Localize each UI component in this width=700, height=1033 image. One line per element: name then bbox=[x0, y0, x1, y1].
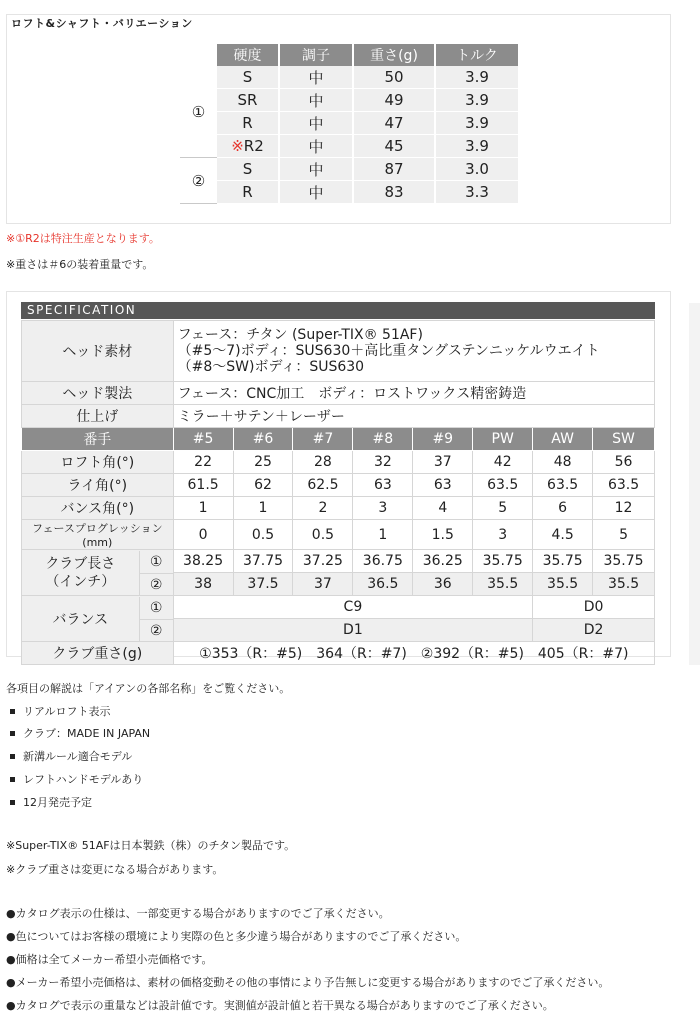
fp-cell: 4.5 bbox=[533, 520, 593, 550]
loft-cell: 28 bbox=[293, 451, 353, 474]
number-cell: #9 bbox=[413, 428, 473, 451]
lie-cell: 63 bbox=[353, 474, 413, 497]
loft-section-title: ロフト&シャフト・バリエーション bbox=[11, 17, 193, 30]
torque-cell: 3.9 bbox=[435, 112, 519, 135]
length-cell: 37.5 bbox=[233, 573, 293, 596]
notes-list bbox=[6, 678, 290, 814]
kick-cell: 中 bbox=[279, 135, 353, 158]
head-method-value: フェース：CNC加工 ボディ：ロストワックス精密鋳造 bbox=[173, 382, 654, 405]
length-cell: 35.75 bbox=[533, 550, 593, 573]
balance-1-sw: D0 bbox=[533, 596, 655, 619]
header-weight: 重さ(g) bbox=[353, 44, 435, 66]
head-material-label: ヘッド素材 bbox=[22, 321, 174, 382]
disclaimer-item: ●価格は全てメーカー希望小売価格です。 bbox=[6, 953, 213, 966]
length-cell: 35.5 bbox=[473, 573, 533, 596]
face-progression-label: フェースプログレッション(mm) bbox=[22, 520, 174, 550]
loft-cell: 48 bbox=[533, 451, 593, 474]
kick-cell: 中 bbox=[279, 158, 353, 181]
bounce-label: バンス角(°) bbox=[22, 497, 174, 520]
bounce-cell: 1 bbox=[233, 497, 293, 520]
special-order-mark: ※ bbox=[231, 137, 244, 155]
lie-cell: 63.5 bbox=[473, 474, 533, 497]
fp-cell: 3 bbox=[473, 520, 533, 550]
disclaimer-list bbox=[6, 902, 609, 1017]
length-cell: 35.5 bbox=[533, 573, 593, 596]
flex-cell: SR bbox=[217, 89, 279, 112]
group-mark-1: ① bbox=[180, 66, 217, 158]
flex-cell-r2: ※R2 bbox=[217, 135, 279, 158]
torque-cell: 3.9 bbox=[435, 66, 519, 89]
loft-shaft-table bbox=[180, 44, 520, 204]
fp-cell: 1.5 bbox=[413, 520, 473, 550]
fp-cell: 0 bbox=[173, 520, 233, 550]
bounce-cell: 2 bbox=[293, 497, 353, 520]
flex-cell: R bbox=[217, 181, 279, 204]
bounce-cell: 4 bbox=[413, 497, 473, 520]
weight-cell: 49 bbox=[353, 89, 435, 112]
club-weight-value: ①353（R：#5) 364（R：#7) ②392（R：#5) 405（R：#7) bbox=[173, 642, 654, 665]
length-cell: 37.75 bbox=[233, 550, 293, 573]
length-cell: 36.75 bbox=[353, 550, 413, 573]
flex-cell: R bbox=[217, 112, 279, 135]
number-cell: #6 bbox=[233, 428, 293, 451]
loft-cell: 56 bbox=[593, 451, 655, 474]
fp-cell: 5 bbox=[593, 520, 655, 550]
weight-cell: 87 bbox=[353, 158, 435, 181]
lie-cell: 63.5 bbox=[593, 474, 655, 497]
loft-cell: 37 bbox=[413, 451, 473, 474]
head-material-value: フェース：チタン (Super-TIX® 51AF) （#5～7)ボディ：SUS630＋高比重タングステンニッケルウエイト （#8～SW)ボディ：SUS630 bbox=[173, 321, 654, 382]
number-cell: #5 bbox=[173, 428, 233, 451]
finish-value: ミラー＋サテン＋レーザー bbox=[173, 405, 654, 428]
lie-cell: 62 bbox=[233, 474, 293, 497]
weight-cell: 47 bbox=[353, 112, 435, 135]
number-cell: #8 bbox=[353, 428, 413, 451]
asterisk-note: ※クラブ重さは変更になる場合があります。 bbox=[6, 862, 224, 876]
flex-cell: S bbox=[217, 158, 279, 181]
weight-cell: 83 bbox=[353, 181, 435, 204]
disclaimer-item: ●色についてはお客様の環境により実際の色と多少違う場合がありますのでご了承ください。 bbox=[6, 930, 467, 943]
torque-cell: 3.9 bbox=[435, 135, 519, 158]
asterisk-notes bbox=[6, 834, 295, 881]
length-label: クラブ長さ （インチ） ① ② bbox=[22, 550, 174, 596]
lie-cell: 62.5 bbox=[293, 474, 353, 497]
list-item: 12月発売予定 bbox=[6, 792, 290, 815]
number-cell: SW bbox=[593, 428, 655, 451]
loft-cell: 42 bbox=[473, 451, 533, 474]
number-cell: AW bbox=[533, 428, 593, 451]
bounce-cell: 6 bbox=[533, 497, 593, 520]
list-item: クラブ：MADE IN JAPAN bbox=[6, 723, 290, 746]
spec-table bbox=[21, 320, 655, 665]
flex-cell: S bbox=[217, 66, 279, 89]
number-cell: #7 bbox=[293, 428, 353, 451]
length-cell: 37 bbox=[293, 573, 353, 596]
side-scroll-region bbox=[689, 303, 700, 665]
bounce-cell: 1 bbox=[173, 497, 233, 520]
list-item: 新溝ルール適合モデル bbox=[6, 746, 290, 769]
club-weight-label: クラブ重さ(g) bbox=[22, 642, 174, 665]
header-kick: 調子 bbox=[279, 44, 353, 66]
spec-header: SPECIFICATION bbox=[21, 302, 655, 319]
fp-cell: 0.5 bbox=[233, 520, 293, 550]
fp-cell: 1 bbox=[353, 520, 413, 550]
kick-cell: 中 bbox=[279, 66, 353, 89]
bounce-cell: 5 bbox=[473, 497, 533, 520]
loft-cell: 25 bbox=[233, 451, 293, 474]
number-cell: PW bbox=[473, 428, 533, 451]
length-cell: 35.5 bbox=[593, 573, 655, 596]
length-cell: 35.75 bbox=[593, 550, 655, 573]
length-cell: 36.5 bbox=[353, 573, 413, 596]
special-order-note: ※①R2は特注生産となります。 bbox=[6, 232, 160, 245]
finish-label: 仕上げ bbox=[22, 405, 174, 428]
header-flex: 硬度 bbox=[217, 44, 279, 66]
number-label: 番手 bbox=[22, 428, 174, 451]
bounce-cell: 12 bbox=[593, 497, 655, 520]
length-cell: 38.25 bbox=[173, 550, 233, 573]
lie-cell: 61.5 bbox=[173, 474, 233, 497]
asterisk-note: ※Super-TIX® 51AFは日本製鉄（株）のチタン製品です。 bbox=[6, 839, 296, 852]
loft-cell: 22 bbox=[173, 451, 233, 474]
disclaimer-item: ●カタログで表示の重量などは設計値です。実測値が設計値と若干異なる場合がありますのでご了承ください。 bbox=[6, 999, 554, 1012]
weight-cell: 45 bbox=[353, 135, 435, 158]
kick-cell: 中 bbox=[279, 89, 353, 112]
kick-cell: 中 bbox=[279, 112, 353, 135]
bounce-cell: 3 bbox=[353, 497, 413, 520]
group-mark-2: ② bbox=[180, 158, 217, 204]
balance-label: バランス ① ② bbox=[22, 596, 174, 642]
bullet-square-icon bbox=[10, 731, 15, 736]
lie-cell: 63.5 bbox=[533, 474, 593, 497]
torque-cell: 3.0 bbox=[435, 158, 519, 181]
head-method-label: ヘッド製法 bbox=[22, 382, 174, 405]
length-cell: 36.25 bbox=[413, 550, 473, 573]
loft-cell: 32 bbox=[353, 451, 413, 474]
torque-cell: 3.3 bbox=[435, 181, 519, 204]
bullet-square-icon bbox=[10, 777, 15, 782]
length-cell: 35.75 bbox=[473, 550, 533, 573]
weight-cell: 50 bbox=[353, 66, 435, 89]
bullet-square-icon bbox=[10, 800, 15, 805]
list-item: レフトハンドモデルあり bbox=[6, 769, 290, 792]
bullet-square-icon bbox=[10, 709, 15, 714]
lie-cell: 63 bbox=[413, 474, 473, 497]
length-cell: 36 bbox=[413, 573, 473, 596]
balance-2-sw: D2 bbox=[533, 619, 655, 642]
lie-label: ライ角(°) bbox=[22, 474, 174, 497]
disclaimer-item: ●メーカー希望小売価格は、素材の価格変動その他の事情により予告無しに変更する場合がありますのでご了承ください。 bbox=[6, 976, 610, 989]
length-cell: 37.25 bbox=[293, 550, 353, 573]
loft-label: ロフト角(°) bbox=[22, 451, 174, 474]
balance-2-main: D1 bbox=[173, 619, 533, 642]
torque-cell: 3.9 bbox=[435, 89, 519, 112]
balance-1-main: C9 bbox=[173, 596, 533, 619]
fp-cell: 0.5 bbox=[293, 520, 353, 550]
notes-intro: 各項目の解説は「アイアンの各部名称」をご覧ください。 bbox=[6, 682, 291, 695]
weight-note: ※重さは＃6の装着重量です。 bbox=[6, 258, 154, 271]
bullet-square-icon bbox=[10, 754, 15, 759]
disclaimer-item: ●カタログ表示の仕様は、一部変更する場合がありますのでご了承ください。 bbox=[6, 907, 390, 920]
kick-cell: 中 bbox=[279, 181, 353, 204]
header-torque: トルク bbox=[435, 44, 519, 66]
length-cell: 38 bbox=[173, 573, 233, 596]
list-item: リアルロフト表示 bbox=[6, 701, 290, 724]
